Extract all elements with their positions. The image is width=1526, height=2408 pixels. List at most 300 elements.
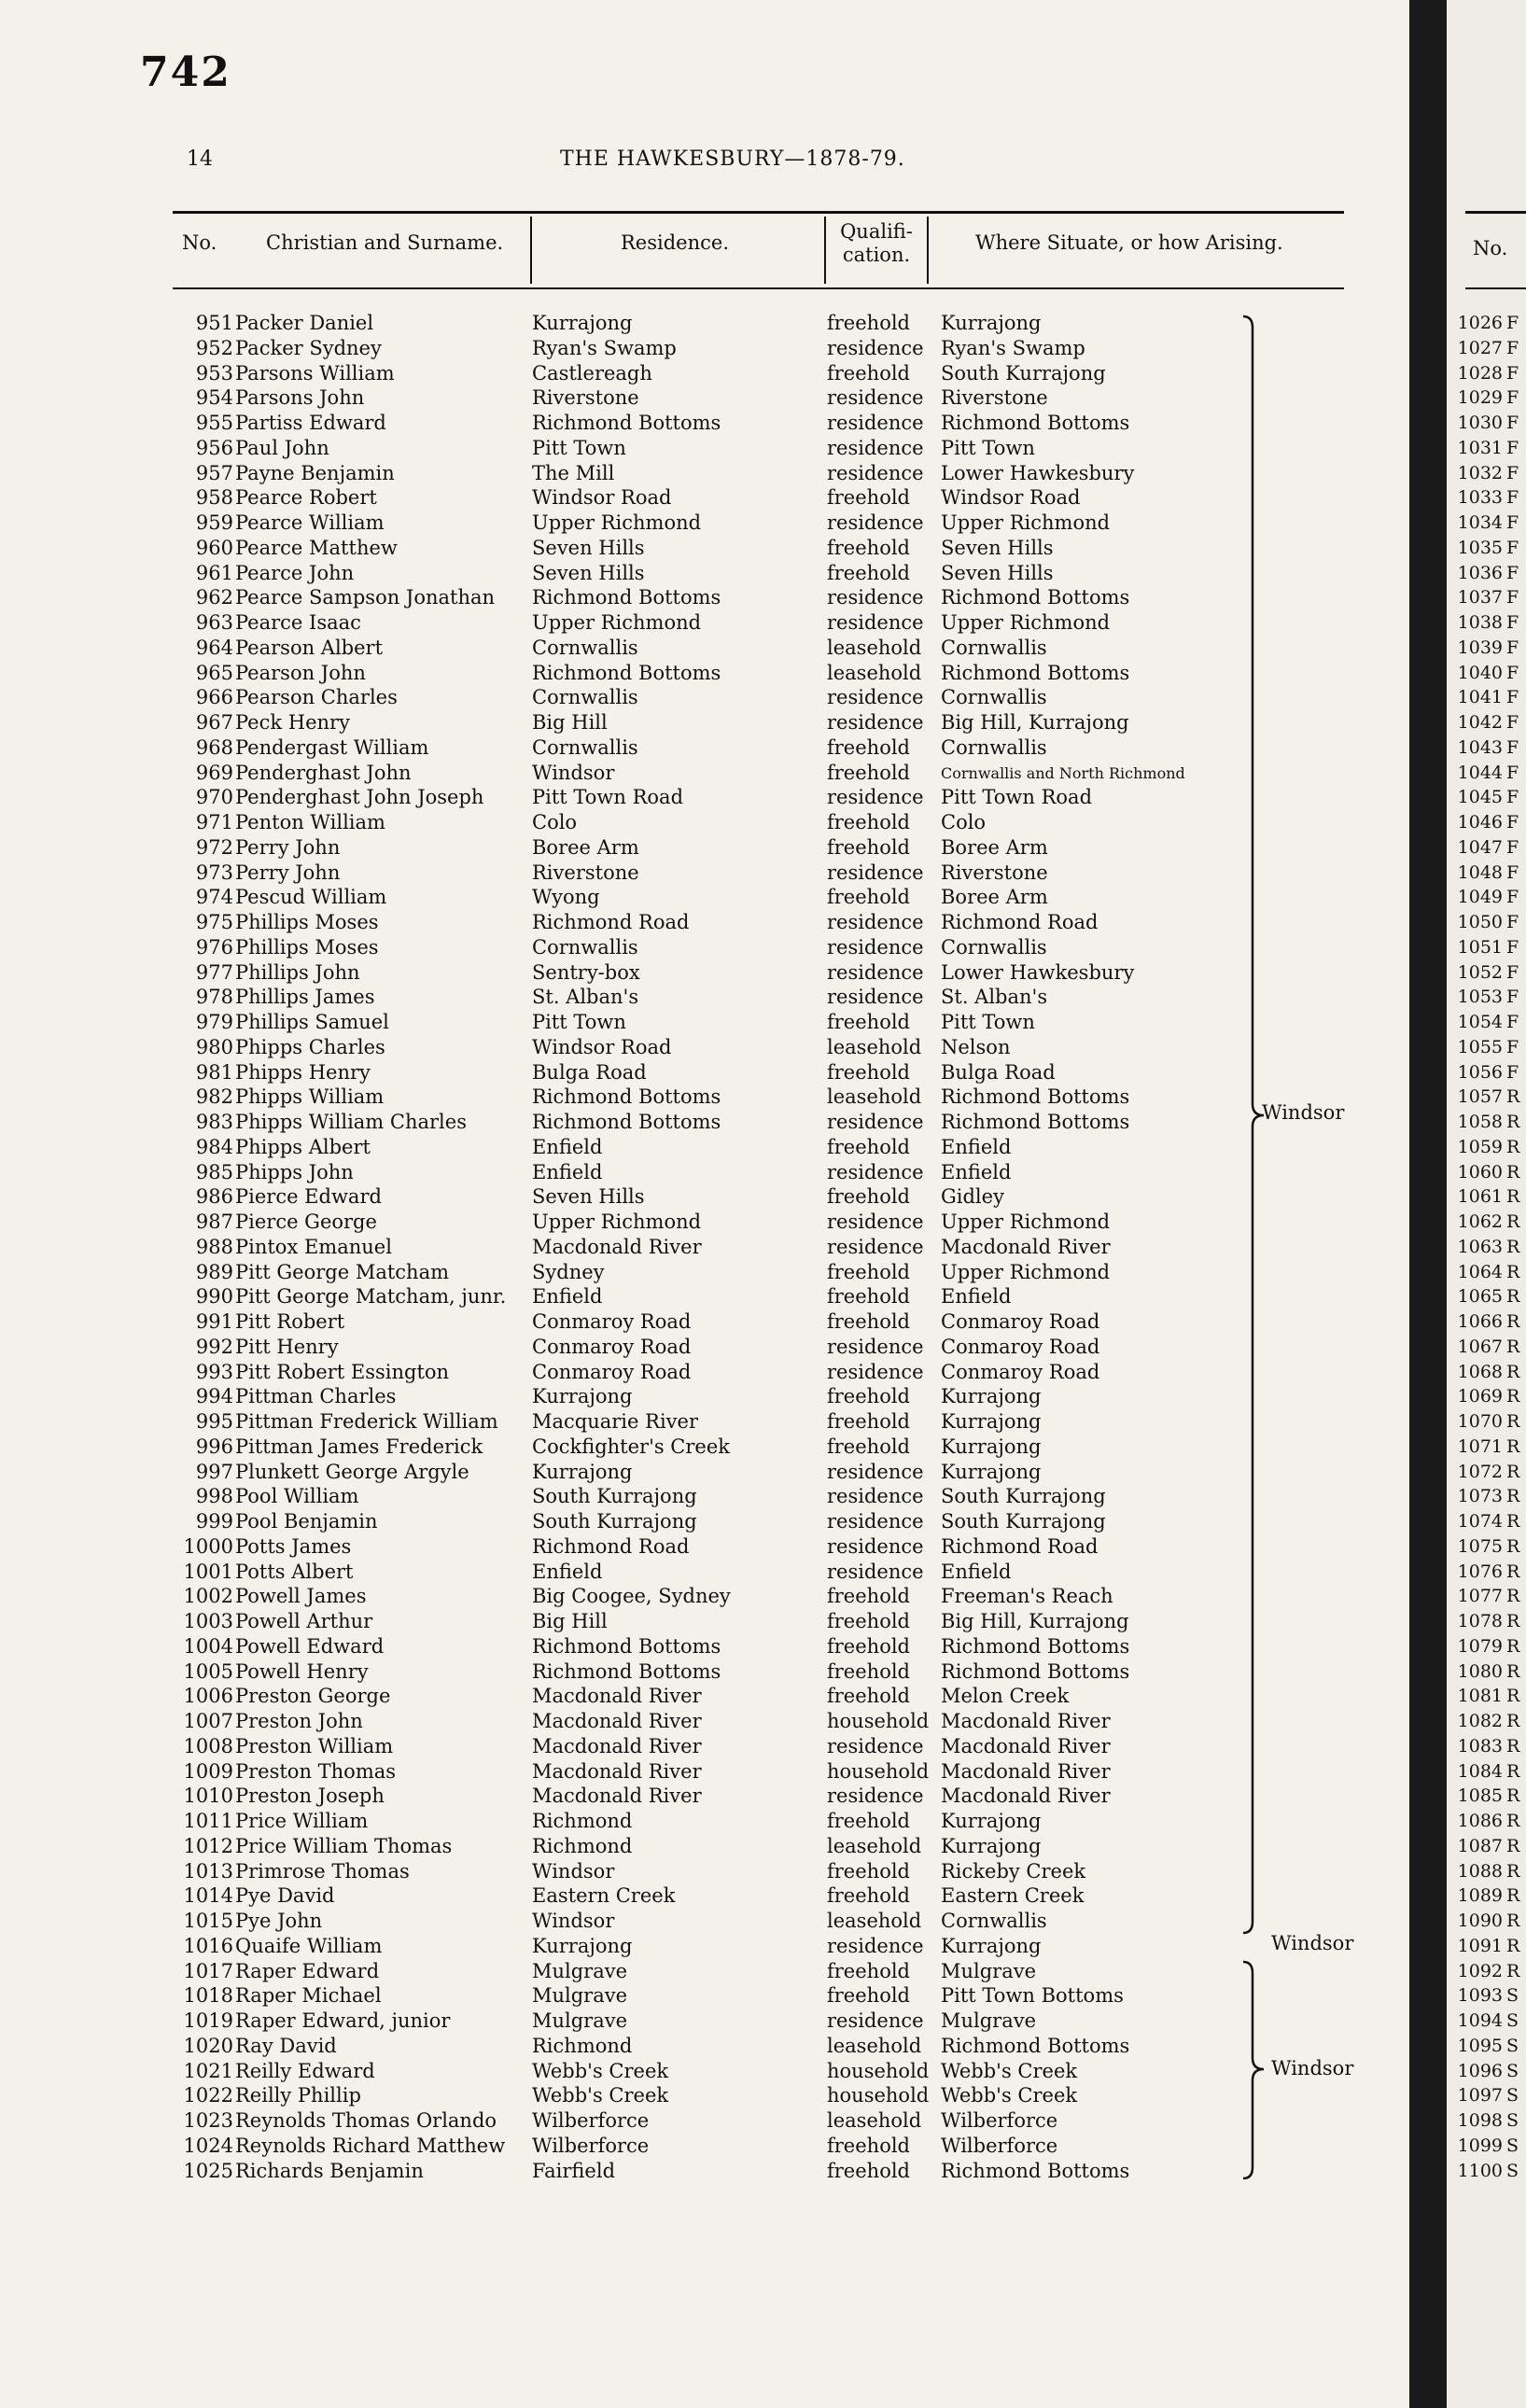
polling-place-label: Windsor xyxy=(1262,1101,1345,1124)
entry-number: 993 xyxy=(195,1360,233,1383)
name-initial: R xyxy=(1506,1860,1520,1882)
qualification: residence xyxy=(827,1485,924,1508)
name-initial: F xyxy=(1506,687,1519,708)
table-row xyxy=(0,1260,1409,1285)
header-qualification-line2: cation. xyxy=(842,244,911,266)
elector-name: Phipps John xyxy=(235,1160,354,1183)
name-initial: R xyxy=(1506,1211,1520,1232)
where-situate: Seven Hills xyxy=(941,561,1054,584)
qualification: residence xyxy=(827,861,924,884)
elector-name: Pearce John xyxy=(235,561,355,584)
residence: Webb's Creek xyxy=(532,2059,669,2082)
adjacent-row xyxy=(1447,1284,1526,1309)
entry-number: 1062 xyxy=(1457,1211,1503,1232)
table-row xyxy=(0,1834,1409,1859)
entry-number: 1061 xyxy=(1457,1186,1503,1208)
adjacent-row xyxy=(1447,1184,1526,1210)
elector-name: Raper Edward xyxy=(235,1959,380,1982)
name-initial: S xyxy=(1506,2035,1519,2056)
residence: Big Hill xyxy=(532,1610,608,1632)
qualification: household xyxy=(827,2059,930,2082)
adjacent-row xyxy=(1447,436,1526,461)
where-situate: Richmond Bottoms xyxy=(941,1659,1130,1683)
elector-name: Phipps Henry xyxy=(235,1060,371,1084)
entry-number: 1000 xyxy=(183,1534,233,1558)
entry-number: 987 xyxy=(195,1211,233,1233)
residence: Pitt Town xyxy=(532,1011,626,1033)
entry-number: 1098 xyxy=(1457,2110,1503,2131)
table-row xyxy=(0,511,1409,536)
entry-number: 1001 xyxy=(183,1560,233,1583)
qualification: freehold xyxy=(827,1685,910,1708)
residence: Enfield xyxy=(532,1135,603,1158)
table-row xyxy=(0,960,1409,986)
where-situate: Boree Arm xyxy=(941,886,1048,909)
entry-number: 1089 xyxy=(1457,1885,1503,1907)
elector-name: Pitt Robert Essington xyxy=(235,1360,450,1383)
table-row xyxy=(0,1684,1409,1709)
elector-name: Phillips Samuel xyxy=(235,1011,389,1033)
adjacent-row xyxy=(1447,735,1526,761)
qualification: residence xyxy=(827,1335,924,1358)
qualification: freehold xyxy=(827,536,910,559)
qualification: freehold xyxy=(827,1634,910,1658)
qualification: residence xyxy=(827,1460,924,1483)
where-situate: Conmaroy Road xyxy=(941,1360,1100,1383)
elector-name: Pearson Albert xyxy=(235,636,384,659)
elector-name: Penderghast John xyxy=(235,761,412,784)
entry-number: 1007 xyxy=(183,1710,233,1732)
where-situate: Seven Hills xyxy=(941,536,1054,559)
qualification: freehold xyxy=(827,735,910,759)
name-initial: F xyxy=(1506,362,1519,384)
qualification: freehold xyxy=(827,1310,910,1333)
table-row xyxy=(0,1859,1409,1884)
elector-name: Pitt Robert xyxy=(235,1310,345,1333)
elector-name: Peck Henry xyxy=(235,711,350,734)
table-row xyxy=(0,436,1409,461)
qualification: residence xyxy=(827,1934,924,1957)
where-situate: Cornwallis xyxy=(941,686,1047,709)
qualification: residence xyxy=(827,935,924,959)
entry-number: 1050 xyxy=(1457,912,1503,932)
where-situate: Big Hill, Kurrajong xyxy=(941,711,1129,734)
where-situate: Webb's Creek xyxy=(941,2084,1078,2107)
elector-name: Payne Benjamin xyxy=(235,461,395,484)
name-initial: R xyxy=(1506,1635,1520,1657)
table-row xyxy=(0,311,1409,336)
name-initial: F xyxy=(1506,1061,1519,1083)
entry-number: 975 xyxy=(195,911,233,933)
entry-number: 1026 xyxy=(1457,313,1503,333)
adjacent-row xyxy=(1447,336,1526,361)
entry-number: 1058 xyxy=(1457,1112,1503,1132)
adjacent-row xyxy=(1447,1260,1526,1285)
name-initial: S xyxy=(1506,2085,1519,2107)
where-situate: Kurrajong xyxy=(941,1435,1042,1458)
name-initial: R xyxy=(1506,1261,1520,1282)
elector-name: Phipps Charles xyxy=(235,1035,385,1058)
name-initial: R xyxy=(1506,1935,1520,1956)
residence: Cockfighter's Creek xyxy=(532,1435,730,1458)
where-situate: Richmond Bottoms xyxy=(941,1634,1130,1658)
where-situate: Richmond Road xyxy=(941,1534,1099,1558)
elector-name: Preston Thomas xyxy=(235,1759,397,1783)
running-head: THE HAWKESBURY—1878-79. xyxy=(560,147,905,171)
adjacent-row xyxy=(1447,910,1526,935)
residence: Seven Hills xyxy=(532,561,645,584)
elector-name: Penderghast John Joseph xyxy=(235,786,484,809)
adjacent-row xyxy=(1447,561,1526,586)
where-situate: South Kurrajong xyxy=(941,1510,1106,1533)
name-initial: F xyxy=(1506,736,1519,758)
residence: Mulgrave xyxy=(532,1984,628,2008)
entry-number: 1070 xyxy=(1457,1411,1503,1432)
table-row xyxy=(0,336,1409,361)
entry-number: 1019 xyxy=(183,2009,233,2032)
name-initial: R xyxy=(1506,1586,1520,1607)
residence: Cornwallis xyxy=(532,935,638,959)
adjacent-row xyxy=(1447,2159,1526,2184)
name-initial: F xyxy=(1506,861,1519,883)
table-row xyxy=(0,885,1409,910)
name-initial: S xyxy=(1506,2060,1519,2081)
table-row xyxy=(0,785,1409,810)
where-situate: Enfield xyxy=(941,1135,1012,1158)
entry-number: 1012 xyxy=(183,1834,233,1857)
qualification: leasehold xyxy=(827,636,922,659)
name-initial: R xyxy=(1506,1435,1520,1457)
where-situate: Macdonald River xyxy=(941,1785,1111,1808)
name-initial: F xyxy=(1506,537,1519,558)
qualification: freehold xyxy=(827,1385,910,1408)
residence: Seven Hills xyxy=(532,1185,645,1209)
where-situate: Upper Richmond xyxy=(941,1260,1111,1283)
table-row xyxy=(0,411,1409,436)
table-row xyxy=(0,385,1409,411)
adjacent-row xyxy=(1447,1060,1526,1085)
qualification: freehold xyxy=(827,1410,910,1433)
entry-number: 960 xyxy=(195,536,233,559)
elector-name: Plunkett George Argyle xyxy=(235,1460,469,1483)
elector-name: Parsons John xyxy=(235,386,365,410)
where-situate: Enfield xyxy=(941,1160,1012,1183)
entry-number: 1066 xyxy=(1457,1311,1503,1332)
elector-name: Powell Henry xyxy=(235,1659,369,1683)
entry-number: 1035 xyxy=(1457,537,1503,558)
adjacent-row xyxy=(1447,1684,1526,1709)
adjacent-row xyxy=(1447,1435,1526,1460)
where-situate: Kurrajong xyxy=(941,1460,1042,1483)
elector-name: Primrose Thomas xyxy=(235,1859,410,1883)
residence: Seven Hills xyxy=(532,536,645,559)
entry-number: 1084 xyxy=(1457,1760,1503,1782)
elector-name: Preston George xyxy=(235,1685,391,1708)
qualification: leasehold xyxy=(827,1834,922,1857)
table-row xyxy=(0,985,1409,1010)
where-situate: Bulga Road xyxy=(941,1060,1056,1084)
name-initial: F xyxy=(1506,887,1519,908)
entry-number: 951 xyxy=(195,312,233,334)
elector-name: Potts James xyxy=(235,1534,352,1558)
entry-number: 1025 xyxy=(183,2159,233,2182)
elector-name: Reilly Edward xyxy=(235,2059,375,2082)
entry-number: 992 xyxy=(195,1335,233,1358)
bracket-group-1 xyxy=(1241,315,1269,1939)
where-situate: Kurrajong xyxy=(941,1834,1042,1857)
where-situate: Macdonald River xyxy=(941,1235,1111,1258)
entry-number: 1064 xyxy=(1457,1261,1503,1282)
name-initial: R xyxy=(1506,1535,1520,1557)
residence: Richmond Bottoms xyxy=(532,1659,721,1683)
entry-number: 1059 xyxy=(1457,1136,1503,1157)
entry-number: 1005 xyxy=(183,1659,233,1683)
entry-number: 1031 xyxy=(1457,437,1503,458)
table-row xyxy=(0,536,1409,561)
entry-number: 1044 xyxy=(1457,762,1503,783)
adjacent-row xyxy=(1447,1210,1526,1235)
adjacent-row xyxy=(1447,1734,1526,1759)
entry-number: 1096 xyxy=(1457,2060,1503,2081)
name-initial: R xyxy=(1506,1236,1520,1257)
table-row xyxy=(0,2159,1409,2184)
elector-name: Pierce Edward xyxy=(235,1185,382,1209)
where-situate: Macdonald River xyxy=(941,1759,1111,1783)
where-situate: Pitt Town Road xyxy=(941,786,1093,809)
adjacent-row xyxy=(1447,1135,1526,1160)
elector-name: Paul John xyxy=(235,436,329,459)
elector-name: Phillips John xyxy=(235,960,360,984)
table-row xyxy=(0,1909,1409,1934)
entry-number: 1079 xyxy=(1457,1635,1503,1657)
qualification: leasehold xyxy=(827,2034,922,2057)
adjacent-row xyxy=(1447,785,1526,810)
entry-number: 968 xyxy=(195,735,233,759)
entry-number: 1094 xyxy=(1457,2010,1503,2031)
elector-name: Pitt George Matcham, junr. xyxy=(235,1285,507,1309)
name-initial: F xyxy=(1506,387,1519,409)
qualification: household xyxy=(827,1759,930,1783)
where-situate: Riverstone xyxy=(941,386,1048,410)
where-situate: Richmond Bottoms xyxy=(941,1111,1130,1133)
entry-number: 976 xyxy=(195,935,233,959)
residence: Macquarie River xyxy=(532,1410,698,1433)
polling-place-label: Windsor xyxy=(1271,1932,1354,1954)
where-situate: Colo xyxy=(941,811,987,833)
name-initial: S xyxy=(1506,2160,1519,2181)
where-situate: Pitt Town xyxy=(941,1011,1035,1033)
table-row xyxy=(0,1035,1409,1060)
entry-number: 1033 xyxy=(1457,487,1503,509)
entry-number: 1063 xyxy=(1457,1236,1503,1257)
adjacent-row xyxy=(1447,1235,1526,1260)
entry-number: 1047 xyxy=(1457,836,1503,858)
elector-name: Pearce William xyxy=(235,511,385,534)
name-initial: R xyxy=(1506,1611,1520,1631)
column-divider xyxy=(824,217,826,284)
adjacent-row xyxy=(1447,361,1526,386)
table-row xyxy=(0,910,1409,935)
table-row xyxy=(0,2134,1409,2159)
where-situate: Upper Richmond xyxy=(941,611,1111,634)
entry-number: 994 xyxy=(195,1385,233,1408)
elector-name: Preston William xyxy=(235,1734,394,1757)
where-situate: Mulgrave xyxy=(941,1959,1037,1982)
entry-number: 1095 xyxy=(1457,2035,1503,2056)
entry-number: 967 xyxy=(195,711,233,734)
residence: Ryan's Swamp xyxy=(532,336,677,359)
residence: Windsor Road xyxy=(532,1035,672,1058)
name-initial: R xyxy=(1506,1561,1520,1582)
entry-number: 1041 xyxy=(1457,687,1503,708)
residence: Big Coogee, Sydney xyxy=(532,1585,731,1608)
entry-number: 985 xyxy=(195,1160,233,1183)
table-row xyxy=(0,1384,1409,1409)
entry-number: 1003 xyxy=(183,1610,233,1632)
table-row xyxy=(0,1959,1409,1984)
name-initial: S xyxy=(1506,2010,1519,2031)
where-situate: Macdonald River xyxy=(941,1734,1111,1757)
qualification: leasehold xyxy=(827,2109,922,2132)
elector-name: Reynolds Thomas Orlando xyxy=(235,2109,497,2132)
where-situate: Big Hill, Kurrajong xyxy=(941,1610,1129,1632)
qualification: residence xyxy=(827,1235,924,1258)
name-initial: R xyxy=(1506,1885,1520,1907)
entry-number: 978 xyxy=(195,986,233,1009)
qualification: leasehold xyxy=(827,1910,922,1932)
elector-name: Phillips Moses xyxy=(235,935,379,959)
where-situate: Cornwallis xyxy=(941,735,1047,759)
polling-place-label: Windsor xyxy=(1271,2057,1354,2079)
adjacent-row xyxy=(1447,1409,1526,1435)
name-initial: F xyxy=(1506,712,1519,733)
residence: Boree Arm xyxy=(532,835,639,859)
column-divider xyxy=(530,217,532,284)
adjacent-row xyxy=(1447,1584,1526,1609)
entry-number: 961 xyxy=(195,561,233,584)
qualification: freehold xyxy=(827,1285,910,1309)
name-initial: S xyxy=(1506,2135,1519,2156)
entry-number: 954 xyxy=(195,386,233,410)
elector-name: Preston John xyxy=(235,1710,363,1732)
name-initial: F xyxy=(1506,912,1519,932)
elector-name: Powell Edward xyxy=(235,1634,385,1658)
name-initial: R xyxy=(1506,1311,1520,1332)
residence: South Kurrajong xyxy=(532,1510,697,1533)
where-situate: Richmond Road xyxy=(941,911,1099,933)
where-situate: Riverstone xyxy=(941,861,1048,884)
entry-number: 982 xyxy=(195,1085,233,1109)
residence: Macdonald River xyxy=(532,1710,702,1732)
adjacent-row xyxy=(1447,485,1526,511)
residence: The Mill xyxy=(532,461,615,484)
table-row xyxy=(0,1360,1409,1385)
table-row xyxy=(0,610,1409,636)
name-initial: F xyxy=(1506,762,1519,783)
adjacent-row xyxy=(1447,2034,1526,2059)
table-row xyxy=(0,1634,1409,1659)
entry-number: 1057 xyxy=(1457,1086,1503,1108)
table-row xyxy=(0,2034,1409,2059)
name-initial: F xyxy=(1506,1012,1519,1032)
qualification: freehold xyxy=(827,2159,910,2182)
entry-number: 1004 xyxy=(183,1634,233,1658)
adjacent-row xyxy=(1447,661,1526,686)
adjacent-row xyxy=(1447,311,1526,336)
name-initial: R xyxy=(1506,1386,1520,1407)
residence: Richmond Bottoms xyxy=(532,412,721,434)
elector-name: Phipps William xyxy=(235,1085,385,1109)
qualification: household xyxy=(827,1710,930,1732)
entry-number: 1085 xyxy=(1457,1785,1503,1807)
elector-name: Pearson John xyxy=(235,661,366,684)
entry-number: 1048 xyxy=(1457,861,1503,883)
adjacent-row xyxy=(1447,1110,1526,1135)
residence: Macdonald River xyxy=(532,1785,702,1808)
qualification: freehold xyxy=(827,1859,910,1883)
name-initial: F xyxy=(1506,313,1519,333)
where-situate: Cornwallis and North Richmond xyxy=(941,763,1185,782)
entry-number: 1015 xyxy=(183,1910,233,1932)
entry-number: 962 xyxy=(195,586,233,609)
bracket-group-2 xyxy=(1241,1960,1269,2184)
name-initial: F xyxy=(1506,1036,1519,1057)
residence: Enfield xyxy=(532,1285,603,1309)
name-initial: F xyxy=(1506,961,1519,983)
where-situate: Richmond Bottoms xyxy=(941,2159,1130,2182)
adjacent-row xyxy=(1447,1634,1526,1659)
table-row xyxy=(0,810,1409,835)
entry-number: 995 xyxy=(195,1410,233,1433)
residence: Cornwallis xyxy=(532,735,638,759)
adjacent-row xyxy=(1447,610,1526,636)
residence: Conmaroy Road xyxy=(532,1360,692,1383)
where-situate: Cornwallis xyxy=(941,935,1047,959)
where-situate: St. Alban's xyxy=(941,986,1048,1009)
residence: Sentry-box xyxy=(532,960,640,984)
qualification: residence xyxy=(827,1360,924,1383)
residence: Richmond Bottoms xyxy=(532,1085,721,1109)
elector-name: Phipps William Charles xyxy=(235,1111,467,1133)
entry-number: 1077 xyxy=(1457,1586,1503,1607)
elector-name: Parsons William xyxy=(235,361,395,385)
elector-name: Reynolds Richard Matthew xyxy=(235,2134,506,2157)
name-initial: R xyxy=(1506,1112,1520,1132)
residence: Macdonald River xyxy=(532,1734,702,1757)
qualification: residence xyxy=(827,960,924,984)
entry-number: 1052 xyxy=(1457,961,1503,983)
adjacent-row xyxy=(1447,1883,1526,1909)
page-number: 14 xyxy=(187,147,213,171)
name-initial: F xyxy=(1506,637,1519,658)
entry-number: 1006 xyxy=(183,1685,233,1708)
residence: Windsor xyxy=(532,1859,615,1883)
entry-number: 1014 xyxy=(183,1884,233,1908)
adjacent-row xyxy=(1447,1759,1526,1785)
entry-number: 991 xyxy=(195,1310,233,1333)
adjacent-row xyxy=(1447,585,1526,610)
where-situate: Upper Richmond xyxy=(941,1211,1111,1233)
where-situate: Wilberforce xyxy=(941,2109,1058,2132)
qualification: residence xyxy=(827,1534,924,1558)
qualification: freehold xyxy=(827,1959,910,1982)
entry-number: 1013 xyxy=(183,1859,233,1883)
elector-name: Pearce Isaac xyxy=(235,611,361,634)
entry-number: 1073 xyxy=(1457,1486,1503,1507)
residence: Wilberforce xyxy=(532,2134,650,2157)
column-divider xyxy=(927,217,929,284)
table-row xyxy=(0,935,1409,960)
